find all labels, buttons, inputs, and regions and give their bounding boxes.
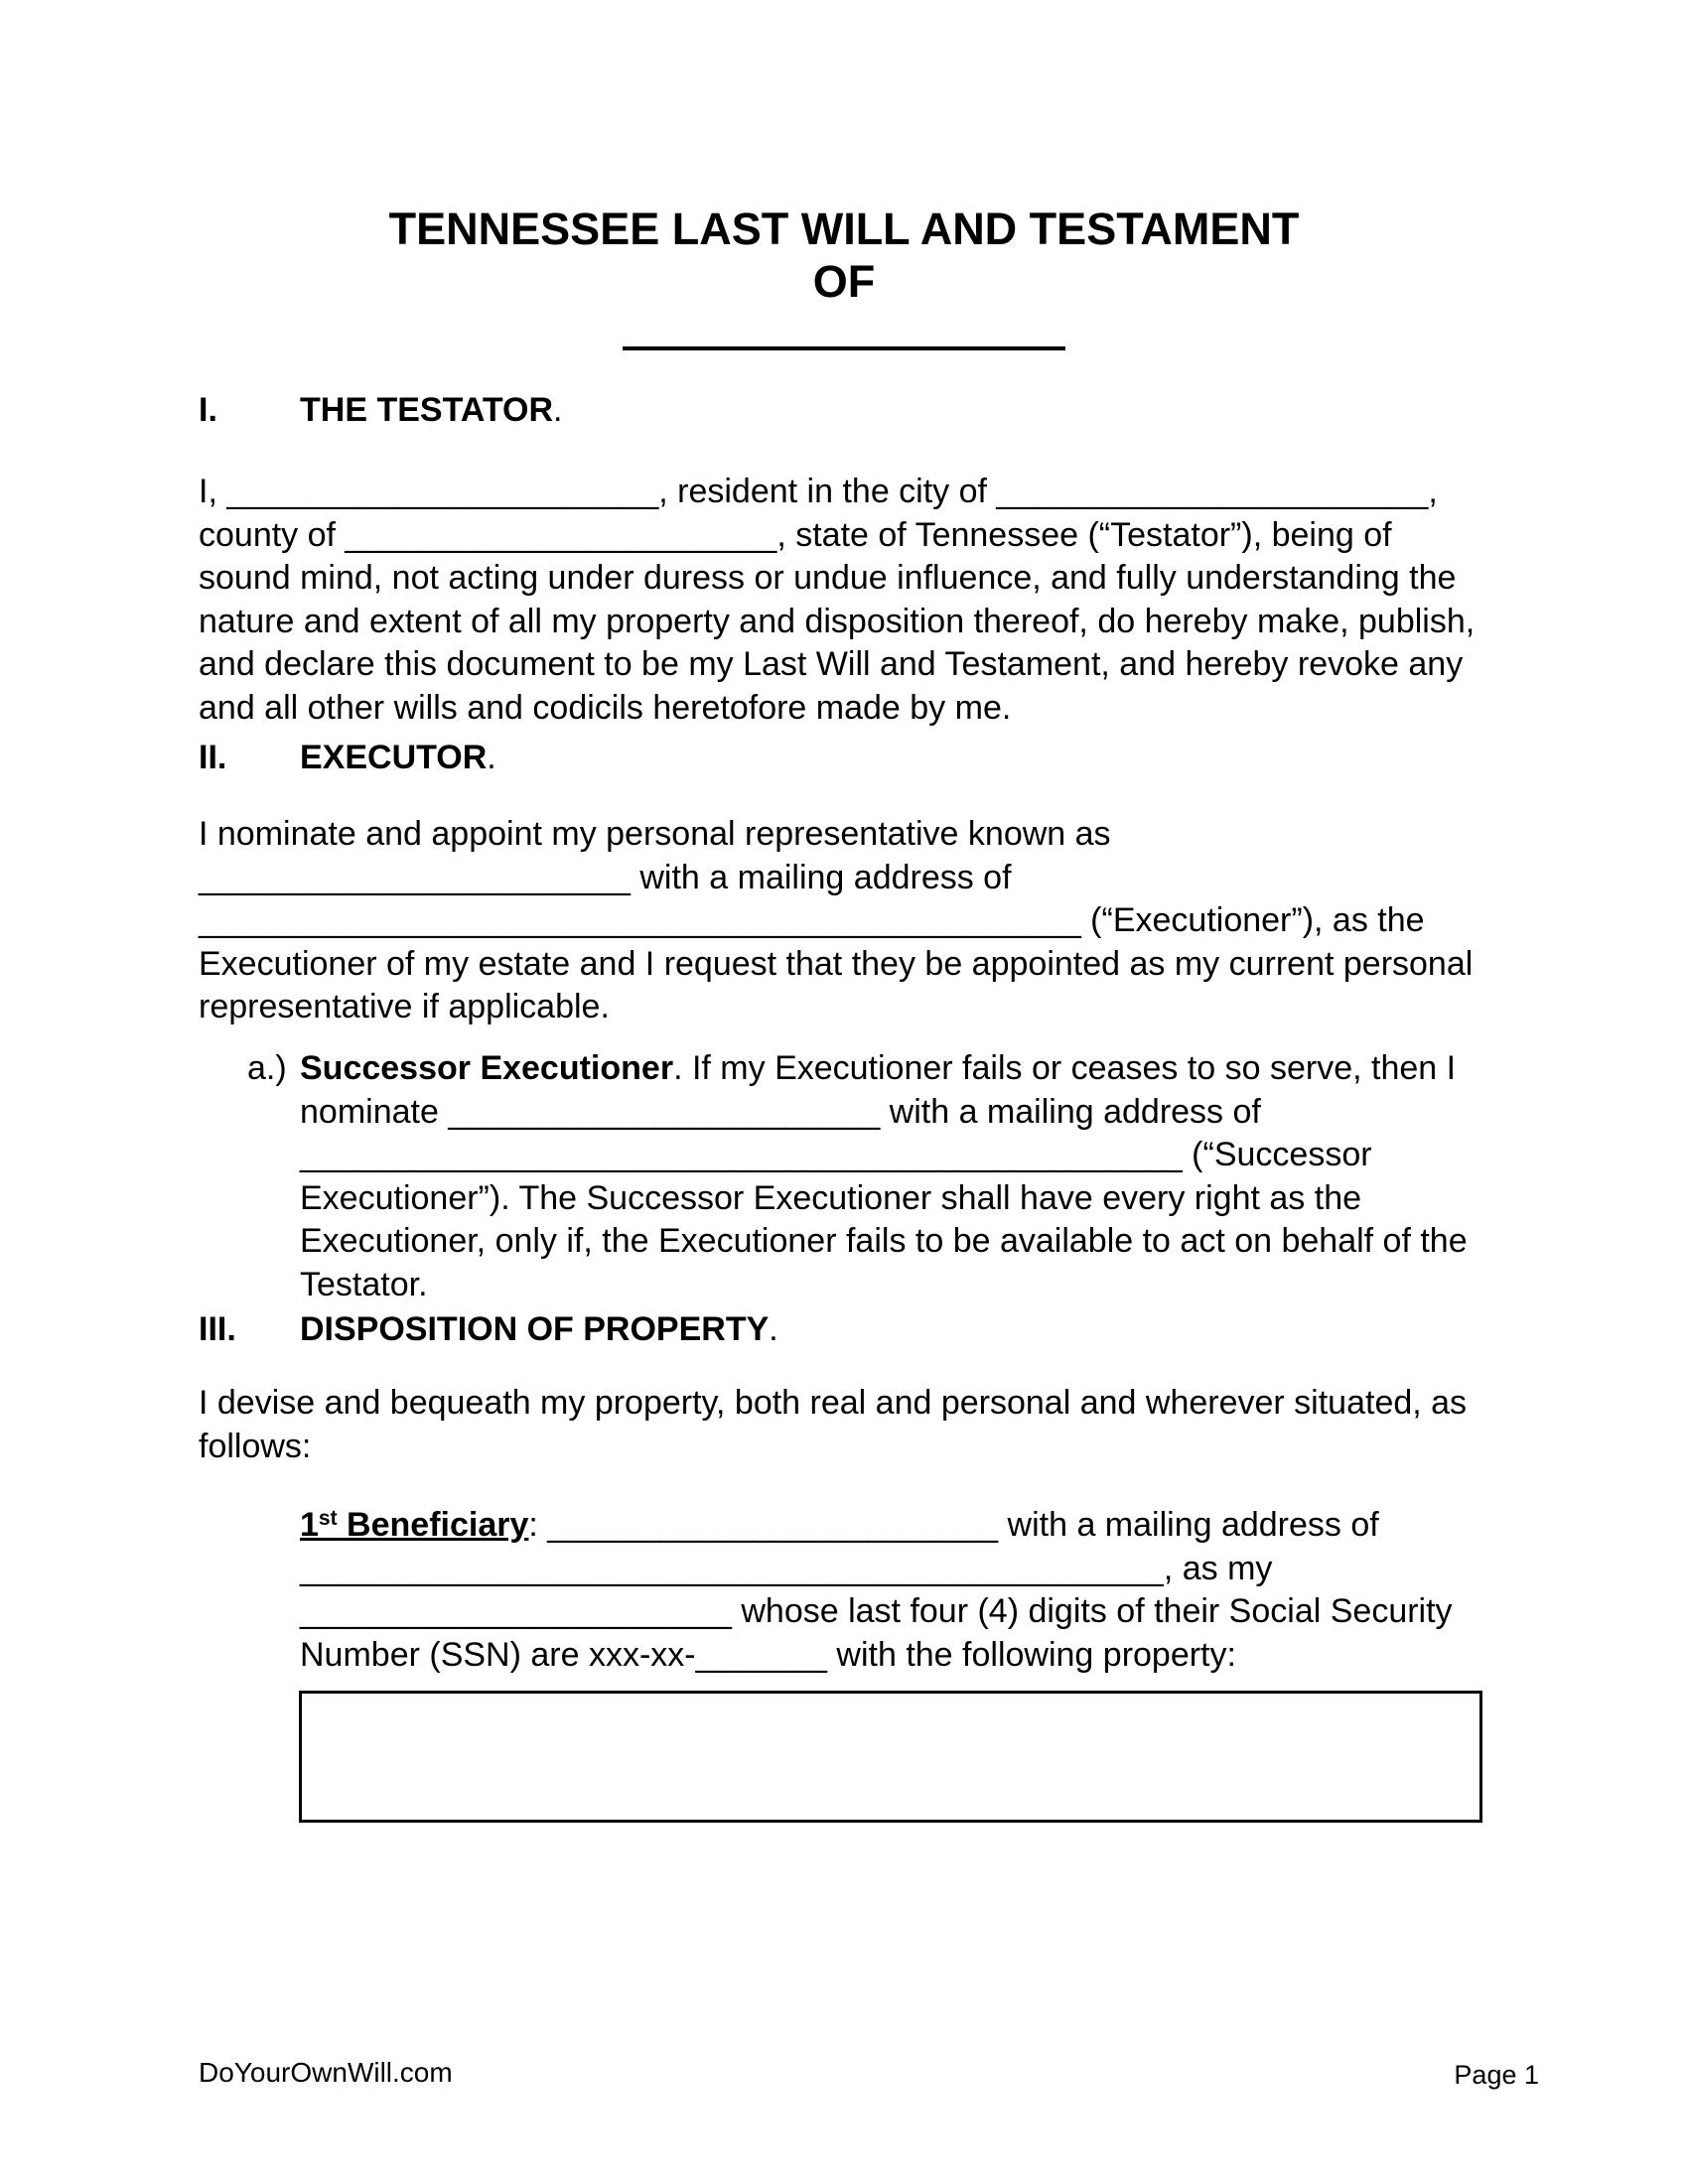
section-heading-disposition: III. DISPOSITION OF PROPERTY.: [199, 1310, 778, 1348]
executor-paragraph: I nominate and appoint my personal representative known as _______________________ with a mailing address of _______________________________________________ (“Executioner”), as the Executioner of my estate and I request that they be appointed as my current personal representative if applicable.: [199, 815, 1474, 1025]
section-heading-testator: I. THE TESTATOR.: [199, 391, 563, 429]
document-title: TENNESSEE LAST WILL AND TESTAMENT OF: [388, 204, 1300, 307]
successor-executioner-paragraph: a.) Successor Executioner. If my Executioner fails or ceases to so serve, then I nominate _______________________ with a mailing address of _______________________________________________ (“Successor Executioner”). The Successor Executioner shall have every right as the Executioner, only if, the Executioner fails to be available to act on behalf of the Testator.: [247, 1049, 1468, 1303]
footer-site-name: DoYourOwnWill.com: [199, 2057, 453, 2088]
page-footer: [199, 2057, 1539, 2089]
section-heading-executor: II. EXECUTOR.: [199, 739, 496, 776]
disposition-paragraph: I devise and bequeath my property, both real and personal and wherever situated, as follows:: [199, 1384, 1468, 1465]
testator-paragraph: I, _______________________, resident in the city of _______________________, county of _______________________, state of Tennessee (“Testator”), being of sound mind, not acting under duress or undue influence, and fully understanding the nature and extent of all my property and disposition thereof, do hereby make, publish, and declare this document to be my Last Will and Testament, and hereby revoke any and all other wills and codicils heretofore made by me.: [199, 473, 1476, 727]
first-beneficiary-paragraph: 1st Beneficiary: ________________________ with a mailing address of ______________________________________________, as my _______________________ whose last four (4) digits of their Social Security Number (SSN) are xxx-xx-_______ with the following property:: [300, 1506, 1453, 1674]
footer-page-number: Page 1: [1454, 2060, 1539, 2090]
property-description-box: [299, 1691, 1482, 1823]
testator-name-blank: [623, 346, 1065, 350]
